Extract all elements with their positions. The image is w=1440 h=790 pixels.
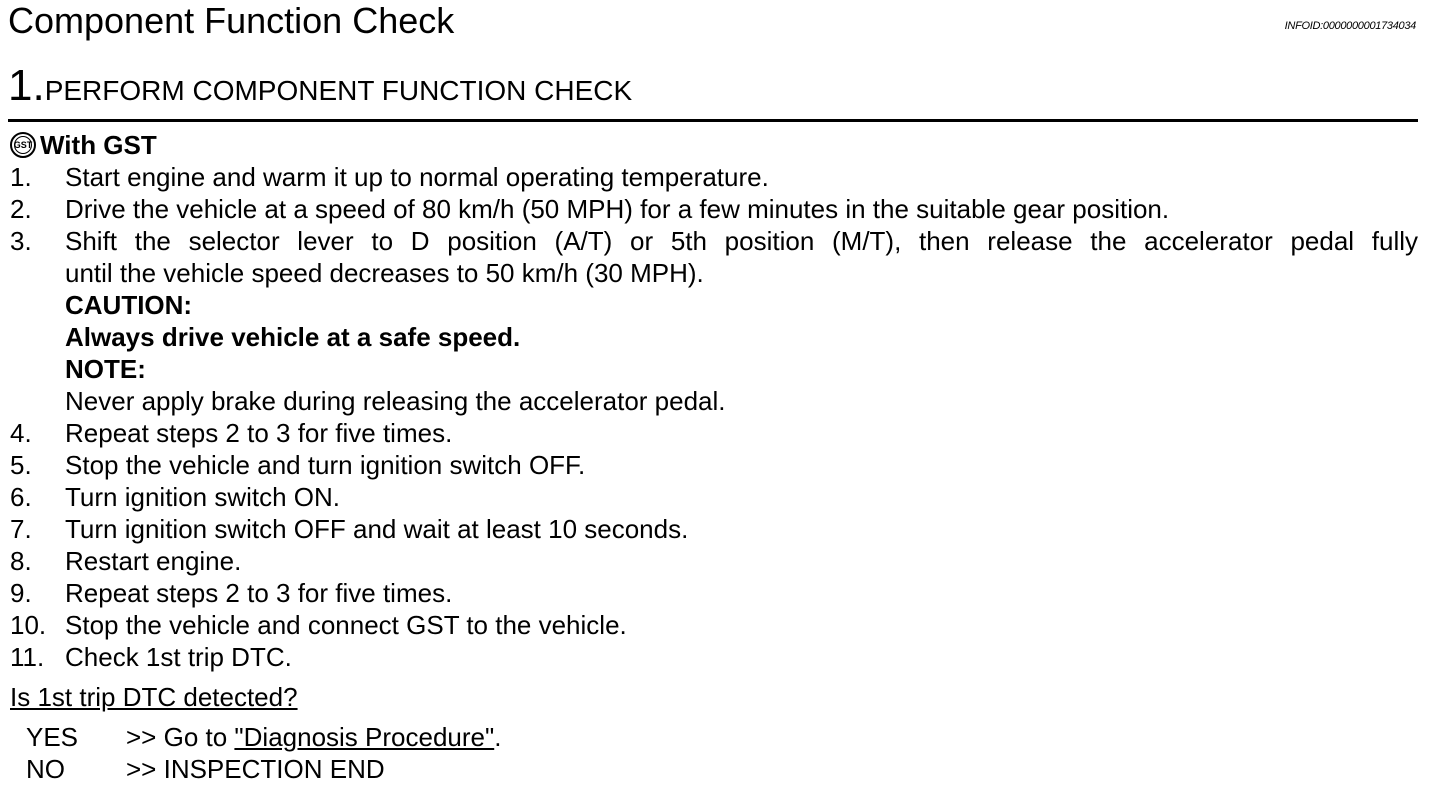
step-item-text: Stop the vehicle and turn ignition switch OFF. xyxy=(65,450,586,480)
step-item-number: 5. xyxy=(10,450,32,480)
with-gst-heading xyxy=(10,129,1418,161)
step-title: PERFORM COMPONENT FUNCTION CHECK xyxy=(44,75,633,106)
step-item-line: Shift the selector lever to D position (A/T) or 5th position (M/T), then release the accelerator pedal fully xyxy=(65,226,1418,256)
answer-yes xyxy=(10,721,1418,753)
step-item-text: Check 1st trip DTC. xyxy=(65,642,292,672)
with-gst-label: With GST xyxy=(40,130,157,160)
decision-question: Is 1st trip DTC detected? xyxy=(10,682,298,712)
step-item-text: Turn ignition switch OFF and wait at least 10 seconds. xyxy=(65,514,689,544)
list-item xyxy=(10,481,1418,513)
list-item xyxy=(10,417,1418,449)
list-item xyxy=(10,513,1418,545)
step-item-text xyxy=(65,225,1418,257)
step-item-text: Start engine and warm it up to normal operating temperature. xyxy=(65,162,769,192)
step-item-text: Repeat steps 2 to 3 for five times. xyxy=(65,578,453,608)
step-item-number: 4. xyxy=(10,418,32,448)
list-item xyxy=(10,641,1418,673)
decision-answers xyxy=(10,721,1418,785)
caution-label: CAUTION: xyxy=(65,290,193,320)
list-item xyxy=(10,545,1418,577)
answer-yes-suffix: . xyxy=(494,722,502,752)
answer-no xyxy=(10,753,1418,785)
list-item xyxy=(10,193,1418,225)
answer-yes-text xyxy=(126,721,501,753)
step-item-number: 10. xyxy=(10,610,47,640)
diagnosis-procedure-link[interactable]: "Diagnosis Procedure" xyxy=(234,722,495,752)
step-item-text: Drive the vehicle at a speed of 80 km/h (50 MPH) for a few minutes in the suitable gear position. xyxy=(65,194,1170,224)
answer-yes-label: YES xyxy=(26,722,79,752)
step-item-body xyxy=(65,225,1418,417)
answer-no-text: >> INSPECTION END xyxy=(126,754,385,784)
caution-text: Always drive vehicle at a safe speed. xyxy=(65,322,521,352)
step-item-number: 11. xyxy=(10,642,45,672)
page-title: Component Function Check xyxy=(8,0,455,41)
step-item-text: Repeat steps 2 to 3 for five times. xyxy=(65,418,453,448)
list-item xyxy=(10,609,1418,641)
step-item-text-continued: until the vehicle speed decreases to 50 km/h (30 MPH). xyxy=(65,258,704,288)
step-item-number: 6. xyxy=(10,482,32,512)
step-item-number: 7. xyxy=(10,514,32,544)
step-item-text: Stop the vehicle and connect GST to the vehicle. xyxy=(65,610,627,640)
list-item xyxy=(10,449,1418,481)
step-item-number: 2. xyxy=(10,194,32,224)
section-divider xyxy=(8,119,1418,122)
info-id: INFOID:0000000001734034 xyxy=(1284,20,1416,32)
answer-yes-prefix: >> Go to xyxy=(126,722,235,752)
step-item-number: 3. xyxy=(10,226,32,256)
list-item xyxy=(10,577,1418,609)
step-heading xyxy=(8,62,632,115)
list-item xyxy=(10,225,1418,417)
steps-list xyxy=(10,161,1418,673)
procedure-content xyxy=(10,129,1418,785)
answer-no-label: NO xyxy=(26,754,65,784)
step-item-text: Turn ignition switch ON. xyxy=(65,482,341,512)
step-item-number: 1. xyxy=(10,162,32,192)
note-label: NOTE: xyxy=(65,354,146,384)
gst-icon: GST xyxy=(10,132,36,158)
step-number: 1. xyxy=(8,61,45,110)
list-item xyxy=(10,161,1418,193)
note-text: Never apply brake during releasing the accelerator pedal. xyxy=(65,386,726,416)
step-item-number: 8. xyxy=(10,546,32,576)
step-item-text: Restart engine. xyxy=(65,546,242,576)
step-item-number: 9. xyxy=(10,578,32,608)
